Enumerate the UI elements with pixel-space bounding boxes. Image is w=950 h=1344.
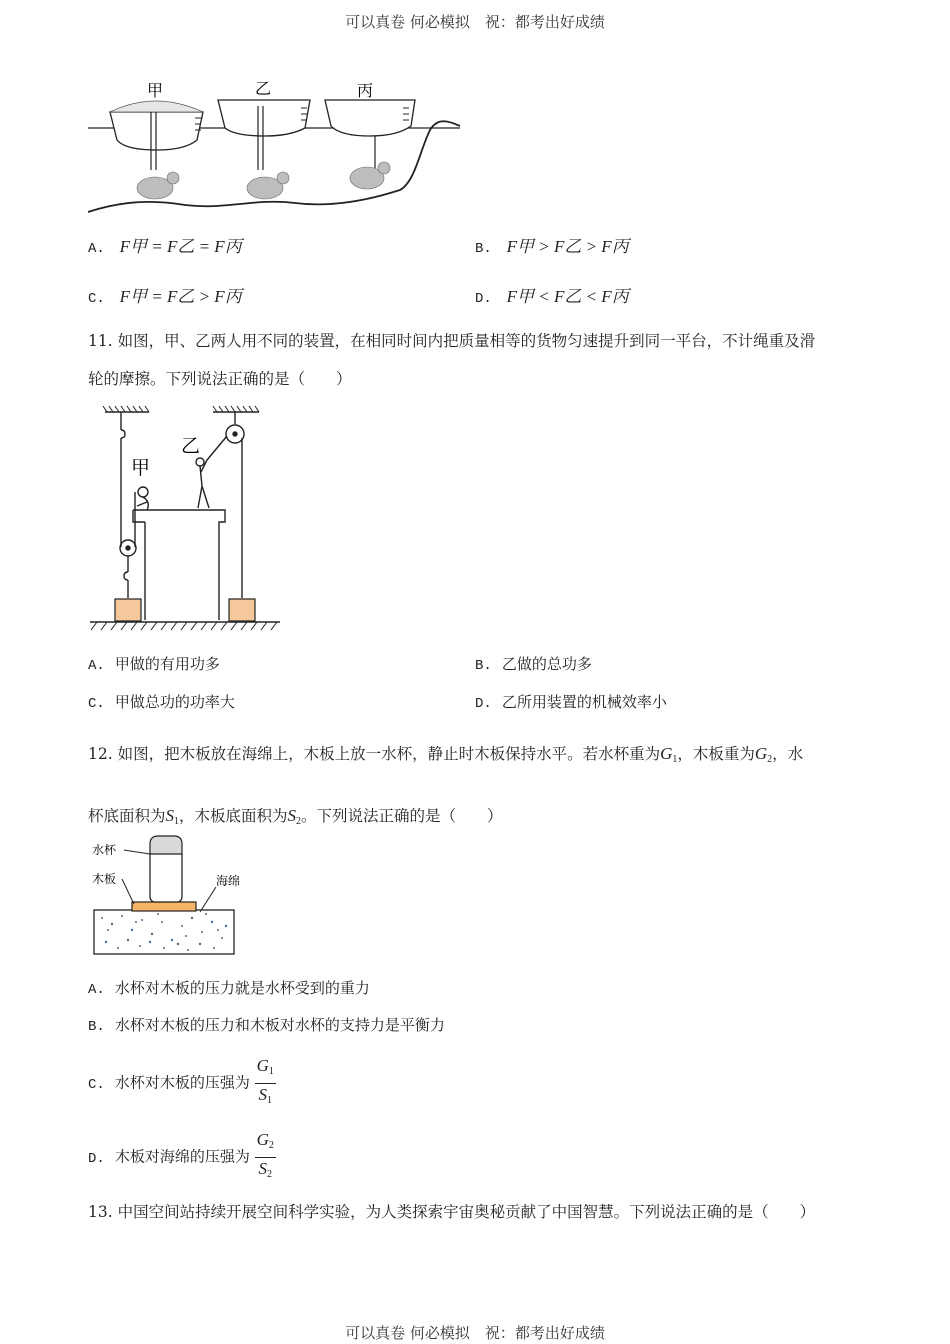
q10-option-d-text: F甲 < F乙 < F丙 bbox=[506, 287, 629, 306]
fraction-g1-over-s1: $\frac{G_1}{S_1}$ bbox=[256, 1056, 274, 1106]
q12-option-b[interactable]: B. 水杯对木板的压力和木板对水杯的支持力是平衡力 bbox=[88, 1016, 445, 1035]
q10-option-a-text: F甲 = F乙 = F丙 bbox=[119, 237, 242, 256]
fraction-g2-over-s2: $\frac{G_2}{S_2}$ bbox=[256, 1130, 274, 1180]
q10-option-c[interactable]: C. F甲 = F乙 > F丙 bbox=[88, 287, 242, 307]
boat-label-bing: 丙 bbox=[357, 81, 374, 100]
boat-label-jia: 甲 bbox=[147, 81, 164, 100]
board-label: 木板 bbox=[92, 872, 117, 886]
sponge-figure bbox=[88, 830, 248, 958]
q10-option-b[interactable]: B. F甲 > F乙 > F丙 bbox=[475, 237, 629, 257]
person-label-jia: 甲 bbox=[131, 457, 151, 479]
q10-option-b-text: F甲 > F乙 > F丙 bbox=[506, 237, 629, 256]
q10-option-a[interactable]: A. F甲 = F乙 = F丙 bbox=[88, 237, 242, 257]
q13-stem: 13. 中国空间站持续开展空间科学实验，为人类探索宇宙奥秘贡献了中国智慧。下列说法正确的是（ ） bbox=[88, 1203, 816, 1221]
q11-option-d[interactable]: D. 乙所用装置的机械效率小 bbox=[475, 693, 667, 712]
page-header: 可以真卷 何必模拟 祝：都考出好成绩 bbox=[345, 13, 605, 31]
q12-option-d[interactable]: D. 木板对海绵的压强为 $\frac{G_2}{S_2}$ bbox=[88, 1130, 276, 1185]
q10-option-c-text: F甲 = F乙 > F丙 bbox=[119, 287, 242, 306]
pulley-figure bbox=[85, 402, 285, 634]
q11-stem: 11. 如图，甲、乙两人用不同的装置，在相同时间内把质量相等的货物匀速提升到同一平台，不计绳重及滑 轮的摩擦。下列说法正确的是（ ） bbox=[88, 332, 816, 388]
person-label-yi: 乙 bbox=[181, 435, 201, 457]
q11-option-b[interactable]: B. 乙做的总功多 bbox=[475, 655, 592, 674]
q11-option-c[interactable]: C. 甲做总功的功率大 bbox=[88, 693, 235, 712]
cup-label: 水杯 bbox=[92, 843, 117, 857]
q12-option-a[interactable]: A. 水杯对木板的压力就是水杯受到的重力 bbox=[88, 979, 370, 998]
q10-option-d[interactable]: D. F甲 < F乙 < F丙 bbox=[475, 287, 629, 307]
ships-buoyancy-figure bbox=[85, 70, 465, 220]
boat-label-yi: 乙 bbox=[255, 79, 272, 98]
page-footer: 可以真卷 何必模拟 祝：都考出好成绩 bbox=[345, 1324, 605, 1342]
q12-option-c[interactable]: C. 水杯对木板的压强为 $\frac{G_1}{S_1}$ bbox=[88, 1056, 276, 1111]
q12-stem: 12. 如图，把木板放在海绵上，木板上放一水杯，静止时木板保持水平。若水杯重为$G_1$，木板重为$G_2$，水 杯底面积为$S_1$，木板底面积为$S_2$。下列说法正确的是（ ） bbox=[88, 744, 804, 827]
q11-option-a[interactable]: A. 甲做的有用功多 bbox=[88, 655, 220, 674]
sponge-label: 海绵 bbox=[216, 874, 241, 888]
